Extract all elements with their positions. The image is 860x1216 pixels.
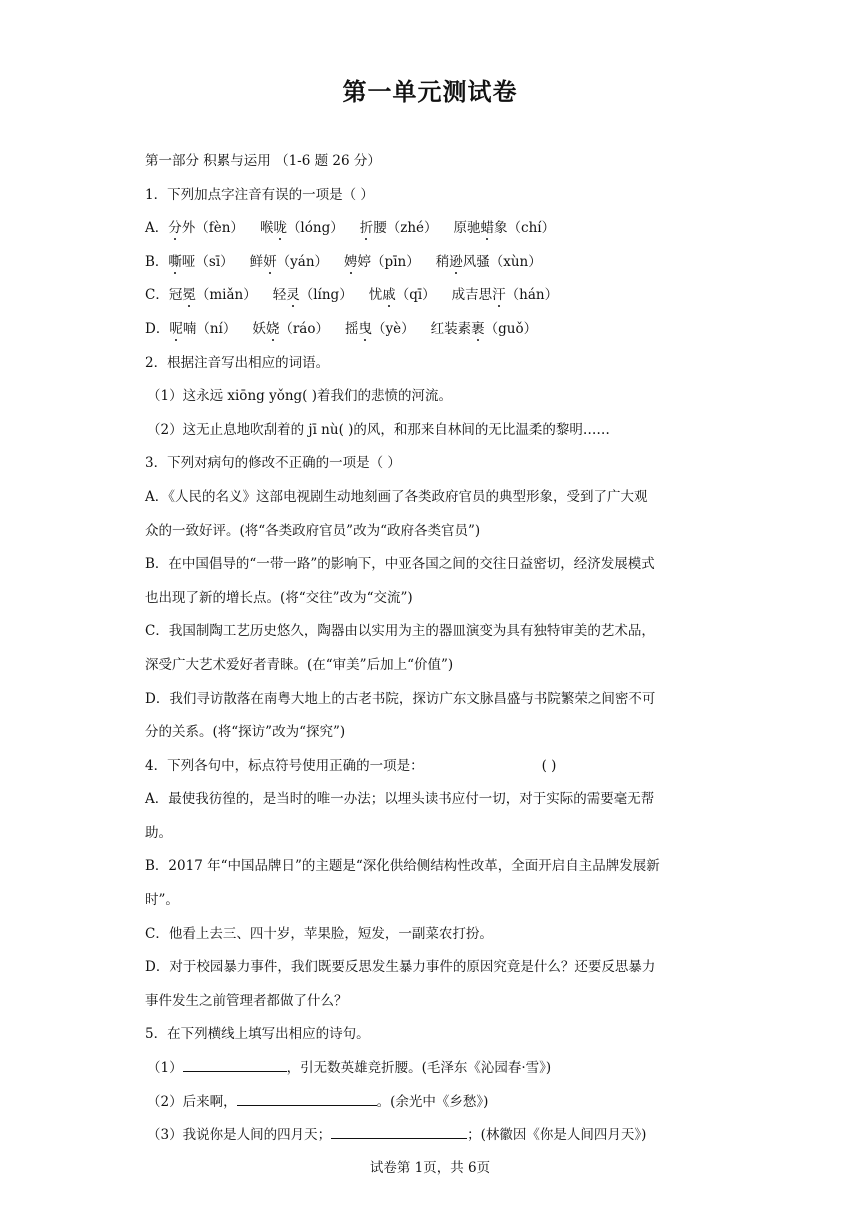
q3-option-a-line2: 众的一致好评。(将“各类政府官员”改为“政府各类官员”)	[145, 522, 481, 539]
q3-stem: 3．下列对病句的修改不正确的一项是（ ）	[145, 455, 401, 472]
part1-header: 第一部分 积累与运用 （1-6 题 26 分）	[145, 153, 381, 169]
pinyin-item: 摇曳（yè）	[344, 320, 415, 337]
dotted-char: 逊	[449, 253, 463, 270]
pinyin-item: 轻灵（líng）	[272, 287, 353, 304]
q5-sub2-blank[interactable]	[237, 1091, 377, 1106]
dotted-char: 妍	[263, 253, 277, 270]
q2-stem: 2．根据注音写出相应的词语。	[145, 354, 330, 371]
q3-option-c-line2: 深受广大艺术爱好者青睐。(在“审美”后加上“价值”)	[145, 656, 454, 673]
q5-sub3-suffix: ；(林徽因《你是人间四月天》)	[467, 1127, 647, 1144]
dotted-char: 灵	[286, 287, 300, 304]
pinyin-item: 原驰蜡象（chí）	[453, 220, 556, 237]
pinyin-item: 成吉思汗（hán）	[451, 287, 559, 304]
q4-answer-paren: ( )	[541, 757, 557, 774]
dotted-char: 嘶	[168, 253, 182, 270]
q1-option-b	[145, 251, 720, 285]
dotted-char: 曳	[358, 320, 372, 337]
q5-sub1-prefix: （1）	[147, 1060, 183, 1077]
q5-sub2-prefix: （2）后来啊，	[147, 1093, 237, 1110]
q4-option-d-line2: 事件发生之前管理者都做了什么？	[145, 992, 348, 1009]
q5-stem: 5．在下列横线上填写出相应的诗句。	[145, 1026, 370, 1043]
q5-sub3-prefix: （3）我说你是人间的四月天；	[147, 1127, 332, 1144]
q2-sub2: （2）这无止息地吹刮着的 jī nù( )的风，和那来自林间的无比温柔的黎明……	[147, 421, 610, 438]
q1-stem: 1．下列加点字注音有误的一项是（ ）	[145, 186, 374, 203]
pinyin-item: 喉咙（lóng）	[259, 220, 344, 237]
pinyin-item: 红装素裹（guǒ）	[430, 320, 538, 337]
q4-option-c: C．他看上去三、四十岁，苹果脸，短发，一副菜农打扮。	[145, 925, 493, 942]
q4-stem-row	[145, 755, 720, 789]
q5-sub2	[145, 1091, 720, 1125]
q4-option-b-line2: 时”。	[145, 892, 179, 909]
q3-option-a-line1: A．《人民的名义》这部电视剧生动地刻画了各类政府官员的典型形象，受到了广大观	[145, 488, 648, 505]
q5-sub1	[145, 1057, 720, 1091]
option-label: C．	[145, 287, 169, 304]
dotted-char: 戚	[382, 287, 396, 304]
q4-stem: 4．下列各句中，标点符号使用正确的一项是：	[145, 757, 424, 774]
q1-option-c	[145, 284, 720, 318]
pinyin-item: 嘶哑（sī）	[168, 253, 234, 270]
dotted-char: 汗	[492, 287, 506, 304]
q4-option-d-line1: D．对于校园暴力事件，我们既要反思发生暴力事件的原因究竟是什么？还要反思暴力	[145, 959, 656, 976]
q3-option-b-line2: 也出现了新的增长点。(将“交往”改为“交流”)	[145, 589, 413, 606]
option-label: D．	[145, 320, 170, 337]
q2-sub1: （1）这永远 xiōng yǒng( )着我们的悲愤的河流。	[147, 388, 452, 405]
dotted-char: 蜡	[480, 220, 495, 237]
pinyin-item: 冠冕（miǎn）	[168, 287, 257, 304]
q3-option-d-line1: D．我们寻访散落在南粤大地上的古老书院，探访广东文脉昌盛与书院繁荣之间密不可	[145, 690, 656, 707]
dotted-char: 娉	[344, 253, 358, 270]
option-label: B．	[145, 253, 169, 270]
dotted-char: 冕	[182, 287, 196, 304]
q4-option-a-line2: 助。	[145, 824, 172, 841]
pinyin-item: 忧戚（qī）	[368, 287, 436, 304]
dotted-char: 呢	[169, 320, 183, 337]
exam-content	[145, 150, 720, 1158]
page-footer: 试卷第 1页，共 6页	[369, 1160, 491, 1176]
q5-sub3-blank[interactable]	[331, 1124, 467, 1139]
q5-sub3	[145, 1124, 720, 1158]
q3-option-c-line1: C．我国制陶工艺历史悠久，陶器由以实用为主的器皿演变为具有独特审美的艺术品，	[145, 623, 655, 640]
q3-option-b-line1: B．在中国倡导的“一带一路”的影响下，中亚各国之间的交往日益密切，经济发展模式	[145, 556, 655, 573]
pinyin-item: 妖娆（ráo）	[252, 320, 329, 337]
pinyin-item: 鲜妍（yán）	[249, 253, 329, 270]
pinyin-item: 分外（fèn）	[168, 220, 244, 237]
pinyin-item: 呢喃（ní）	[169, 320, 237, 337]
option-label: A．	[145, 220, 169, 237]
pinyin-item: 娉婷（pīn）	[344, 253, 420, 270]
dotted-char: 娆	[265, 320, 280, 337]
q1-option-a	[145, 217, 720, 251]
q5-sub2-suffix: 。(余光中《乡愁》)	[376, 1093, 489, 1110]
q4-option-a-line1: A．最使我彷徨的，是当时的唯一办法；以埋头读书应付一切，对于实际的需要毫无帮	[145, 791, 655, 808]
dotted-char: 折	[359, 220, 374, 237]
dotted-char: 咙	[273, 220, 287, 237]
pinyin-item: 折腰（zhé）	[359, 220, 438, 237]
exam-title: 第一单元测试卷	[342, 78, 518, 106]
q1-option-d	[145, 318, 720, 352]
q4-option-b-line1: B．2017 年“中国品牌日”的主题是“深化供给侧结构性改革，全面开启自主品牌发展新	[145, 858, 660, 875]
pinyin-item: 稍逊风骚（xùn）	[435, 253, 542, 270]
dotted-char: 分	[168, 220, 182, 237]
q5-sub1-suffix: ，引无数英雄竞折腰。(毛泽东《沁园春·雪》)	[286, 1060, 552, 1077]
dotted-char: 裹	[471, 320, 485, 337]
q5-sub1-blank[interactable]	[183, 1057, 287, 1072]
q3-option-d-line2: 分的关系。(将“探访”改为“探究”)	[145, 724, 346, 741]
